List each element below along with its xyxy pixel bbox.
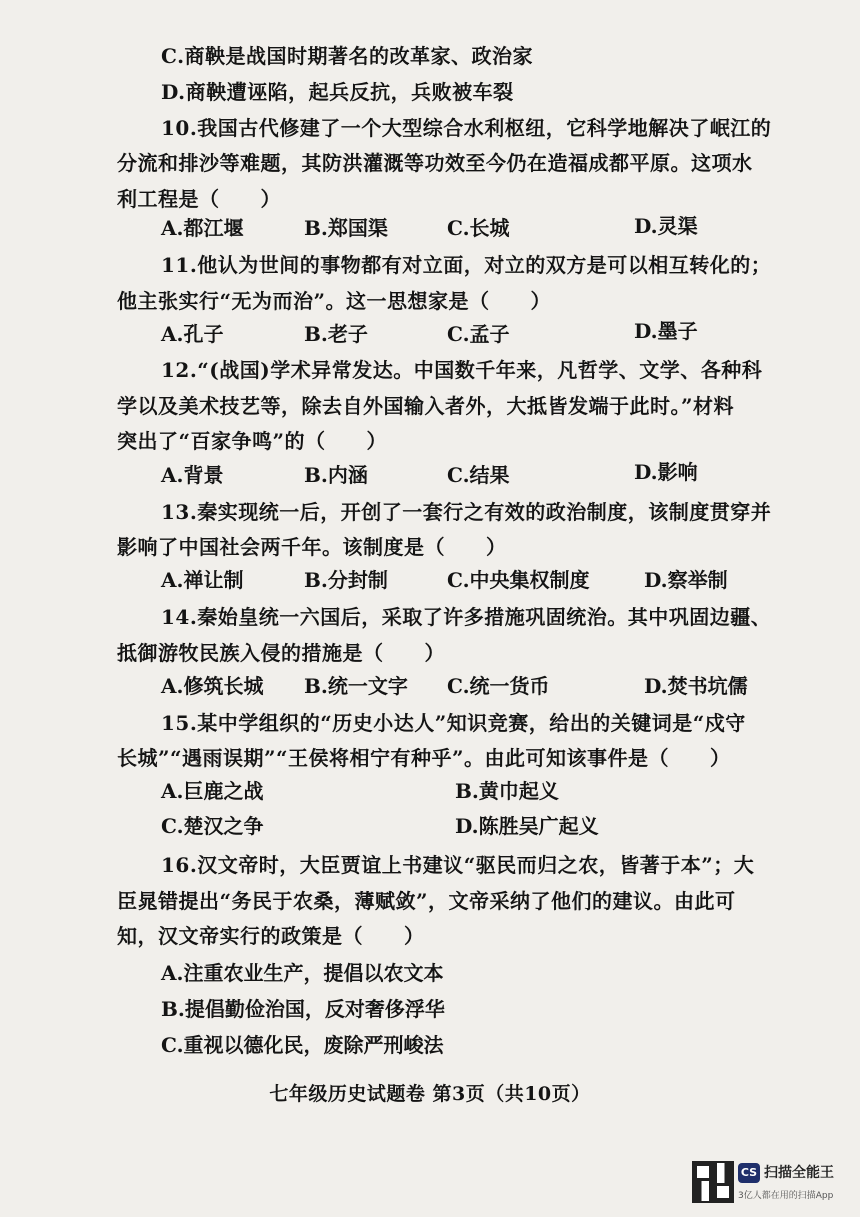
camscanner-logo-icon: CS (738, 1163, 760, 1183)
q15-stem-line-2: 长城”“遇雨误期”“王侯将相宁有种乎”。由此可知该事件是（ ） (117, 746, 731, 770)
q13-option-c: C.中央集权制度 (447, 568, 590, 592)
q15-option-a: A.巨鹿之战 (161, 779, 264, 803)
q9-option-c: C.商鞅是战国时期著名的改革家、政治家 (161, 44, 534, 68)
q9-option-d: D.商鞅遭诬陷，起兵反抗，兵败被车裂 (161, 80, 514, 104)
q13-option-d: D.察举制 (644, 568, 728, 592)
q12-option-a: A.背景 (161, 463, 224, 487)
q12-option-d: D.影响 (634, 460, 698, 484)
q13-stem-line-2: 影响了中国社会两千年。该制度是（ ） (117, 535, 507, 559)
q16-option-b: B.提倡勤俭治国，反对奢侈浮华 (161, 997, 445, 1021)
q12-option-b: B.内涵 (304, 463, 368, 487)
q16-stem-line-2: 臣晁错提出“务民于农桑，薄赋敛”，文帝采纳了他们的建议。由此可 (117, 889, 736, 913)
q14-option-b: B.统一文字 (304, 674, 408, 698)
q13-option-b: B.分封制 (304, 568, 388, 592)
q12-stem-line-1: 12.“(战国)学术异常发达。中国数千年来，凡哲学、文学、各种科 (161, 358, 763, 382)
q10-option-d: D.灵渠 (634, 214, 698, 238)
q11-option-b: B.老子 (304, 322, 368, 346)
q13-stem-line-1: 13.秦实现统一后，开创了一套行之有效的政治制度，该制度贯穿并 (161, 500, 772, 524)
q13-option-a: A.禅让制 (161, 568, 244, 592)
camscanner-tagline: 3亿人都在用的扫描App (738, 1191, 834, 1201)
q14-stem-line-2: 抵御游牧民族入侵的措施是（ ） (117, 641, 445, 665)
q11-option-c: C.孟子 (447, 322, 510, 346)
q11-option-a: A.孔子 (161, 322, 224, 346)
q12-stem-line-2: 学以及美术技艺等，除去自外国输入者外，大抵皆发端于此时。”材料 (117, 394, 735, 418)
q16-stem-line-3: 知，汉文帝实行的政策是（ ） (117, 924, 425, 948)
page-footer: 七年级历史试题卷 第3页（共10页） (269, 1083, 591, 1105)
q14-option-d: D.焚书坑儒 (644, 674, 748, 698)
q10-option-a: A.都江堰 (161, 216, 244, 240)
q10-stem-line-1: 10.我国古代修建了一个大型综合水利枢纽，它科学地解决了岷江的 (161, 116, 772, 140)
q14-stem-line-1: 14.秦始皇统一六国后，采取了许多措施巩固统治。其中巩固边疆、 (161, 605, 772, 629)
q15-stem-line-1: 15.某中学组织的“历史小达人”知识竞赛，给出的关键词是“戍守 (161, 711, 746, 735)
q12-option-c: C.结果 (447, 463, 510, 487)
q16-stem-line-1: 16.汉文帝时，大臣贾谊上书建议“驱民而归之农，皆著于本”；大 (161, 853, 755, 877)
q14-option-a: A.修筑长城 (161, 674, 264, 698)
q10-option-c: C.长城 (447, 216, 510, 240)
q11-option-d: D.墨子 (634, 319, 698, 343)
q11-stem-line-2: 他主张实行“无为而治”。这一思想家是（ ） (117, 289, 552, 313)
camscanner-app-name: 扫描全能王 (764, 1165, 834, 1181)
q16-option-c: C.重视以德化民，废除严刑峻法 (161, 1033, 444, 1057)
q15-option-d: D.陈胜吴广起义 (455, 814, 599, 838)
q10-stem-line-2: 分流和排沙等难题，其防洪灌溉等功效至今仍在造福成都平原。这项水 (117, 151, 753, 175)
q15-option-c: C.楚汉之争 (161, 814, 264, 838)
q14-option-c: C.统一货币 (447, 674, 550, 698)
qr-code-icon (692, 1161, 734, 1203)
q16-option-a: A.注重农业生产，提倡以农文本 (161, 961, 444, 985)
q10-stem-line-3: 利工程是（ ） (117, 187, 281, 211)
q11-stem-line-1: 11.他认为世间的事物都有对立面，对立的双方是可以相互转化的； (161, 253, 772, 277)
q15-option-b: B.黄巾起义 (455, 779, 559, 803)
q10-option-b: B.郑国渠 (304, 216, 388, 240)
q12-stem-line-3: 突出了“百家争鸣”的（ ） (117, 429, 388, 453)
